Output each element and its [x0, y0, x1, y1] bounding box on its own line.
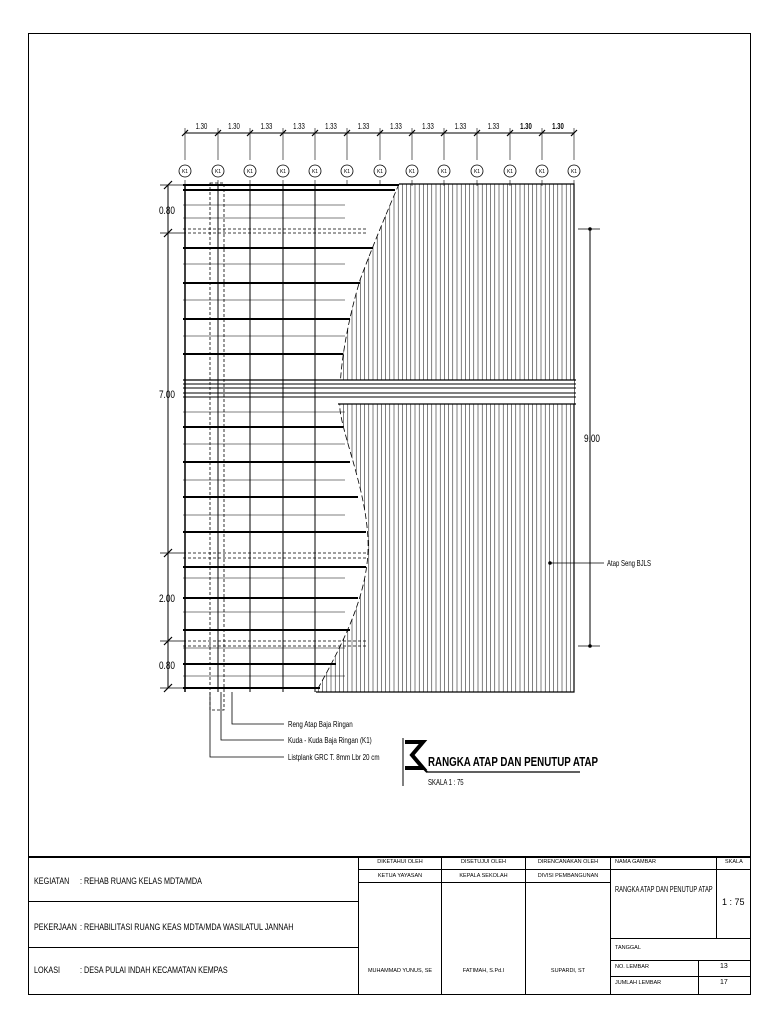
top-dim-label: 1.33 — [390, 123, 402, 132]
axis-bubble-label: K1 — [538, 169, 546, 175]
direncanakan-name: SUPARDI, ST — [550, 968, 586, 974]
tanggal-label: TANGGAL — [615, 945, 641, 951]
batten-label: Reng Atap Baja Ringan — [288, 720, 353, 730]
top-dim-label: 1.33 — [357, 123, 370, 132]
left-dimension-chain — [160, 181, 183, 692]
left-dim-0: 0.80 — [158, 204, 176, 218]
roof-cover-label: Atap Seng BJLS — [607, 560, 651, 569]
roof-sheet-pattern — [310, 184, 570, 692]
nama-gambar-label: NAMA GAMBAR — [615, 859, 656, 865]
diketahui-role: KETUA YAYASAN — [377, 873, 423, 879]
disetujui-header: DISETUJUI OLEH — [461, 859, 506, 865]
top-dim-label: 1.33 — [325, 123, 337, 132]
roof-cover-dot — [548, 561, 552, 565]
jumlah-lembar-value: 17 — [720, 979, 728, 986]
drawing-title: RANGKA ATAP DAN PENUTUP ATAP — [428, 755, 598, 770]
kegiatan-label: KEGIATAN — [34, 876, 70, 886]
lokasi-value: : DESA PULAI INDAH KECAMATAN KEMPAS — [80, 965, 228, 975]
top-dim-label: 1.33 — [454, 123, 467, 132]
axis-bubble-label: K1 — [214, 169, 222, 175]
ridge — [183, 380, 576, 404]
title-symbol — [403, 738, 427, 786]
top-dim-label: 1.33 — [422, 123, 434, 132]
skala-value: 1 : 75 — [722, 897, 745, 907]
axis-bubble-label: K1 — [311, 169, 319, 175]
axis-bubble-label: K1 — [246, 169, 254, 175]
top-dim-label: 1.30 — [228, 123, 240, 132]
disetujui-role: KEPALA SEKOLAH — [459, 873, 508, 879]
nama-gambar-value: RANGKA ATAP DAN PENUTUP ATAP — [615, 885, 713, 894]
pekerjaan-value: : REHABILITASI RUANG KEAS MDTA/MDA WASILATUL JANNAH — [80, 922, 294, 932]
axis-bubble-label: K1 — [440, 169, 448, 175]
axis-bubble-label: K1 — [408, 169, 416, 175]
axis-bubble-label: K1 — [473, 169, 481, 175]
diketahui-name: MUHAMMAD YUNUS, SE — [367, 968, 433, 974]
top-dim-label: 1.33 — [260, 123, 273, 132]
axis-bubble-label: K1 — [279, 169, 287, 175]
axis-bubble-label: K1 — [506, 169, 514, 175]
left-dim-3: 0.80 — [158, 659, 176, 673]
no-lembar-label: NO. LEMBAR — [615, 964, 649, 970]
top-dim-label: 1.33 — [487, 123, 500, 132]
axis-bubble-label: K1 — [343, 169, 351, 175]
right-dim: 9.00 — [583, 432, 601, 446]
direncanakan-header: DIRENCANAKAN OLEH — [537, 859, 599, 865]
axis-bubble-label: K1 — [181, 169, 189, 175]
drawing-scale: SKALA 1 : 75 — [428, 779, 464, 788]
top-dim-label: 1.33 — [293, 123, 305, 132]
top-dim-label: 1.30 — [195, 123, 208, 132]
diketahui-header: DIKETAHUI OLEH — [377, 859, 423, 865]
axis-bubble-label: K1 — [570, 169, 578, 175]
left-dim-1: 7.00 — [158, 388, 176, 402]
truss-label: Kuda - Kuda Baja Ringan (K1) — [288, 736, 372, 746]
roof-sheet-outline — [316, 184, 574, 692]
break-line — [316, 184, 399, 692]
title-block — [28, 856, 751, 995]
jumlah-lembar-label: JUMLAH LEMBAR — [615, 980, 662, 986]
axis-bubble-label: K1 — [376, 169, 384, 175]
top-dim-label: 1.30 — [552, 123, 564, 132]
kegiatan-value: : REHAB RUANG KELAS MDTA/MDA — [80, 876, 202, 886]
pekerjaan-label: PEKERJAAN — [34, 922, 77, 932]
skala-label: SKALA — [725, 859, 743, 865]
direncanakan-role: DIVISI PEMBANGUNAN — [537, 873, 599, 879]
lokasi-label: LOKASI — [34, 965, 61, 975]
disetujui-name: FATIMAH, S.Pd.I — [462, 968, 505, 974]
top-dim-label: 1.30 — [520, 123, 532, 132]
axis-bubbles — [179, 165, 580, 177]
leader-lines — [210, 692, 284, 757]
no-lembar-value: 13 — [720, 963, 728, 970]
fascia-label: Listplank GRC T. 8mm Lbr 20 cm — [288, 753, 380, 763]
left-dim-2: 2.00 — [158, 592, 176, 606]
